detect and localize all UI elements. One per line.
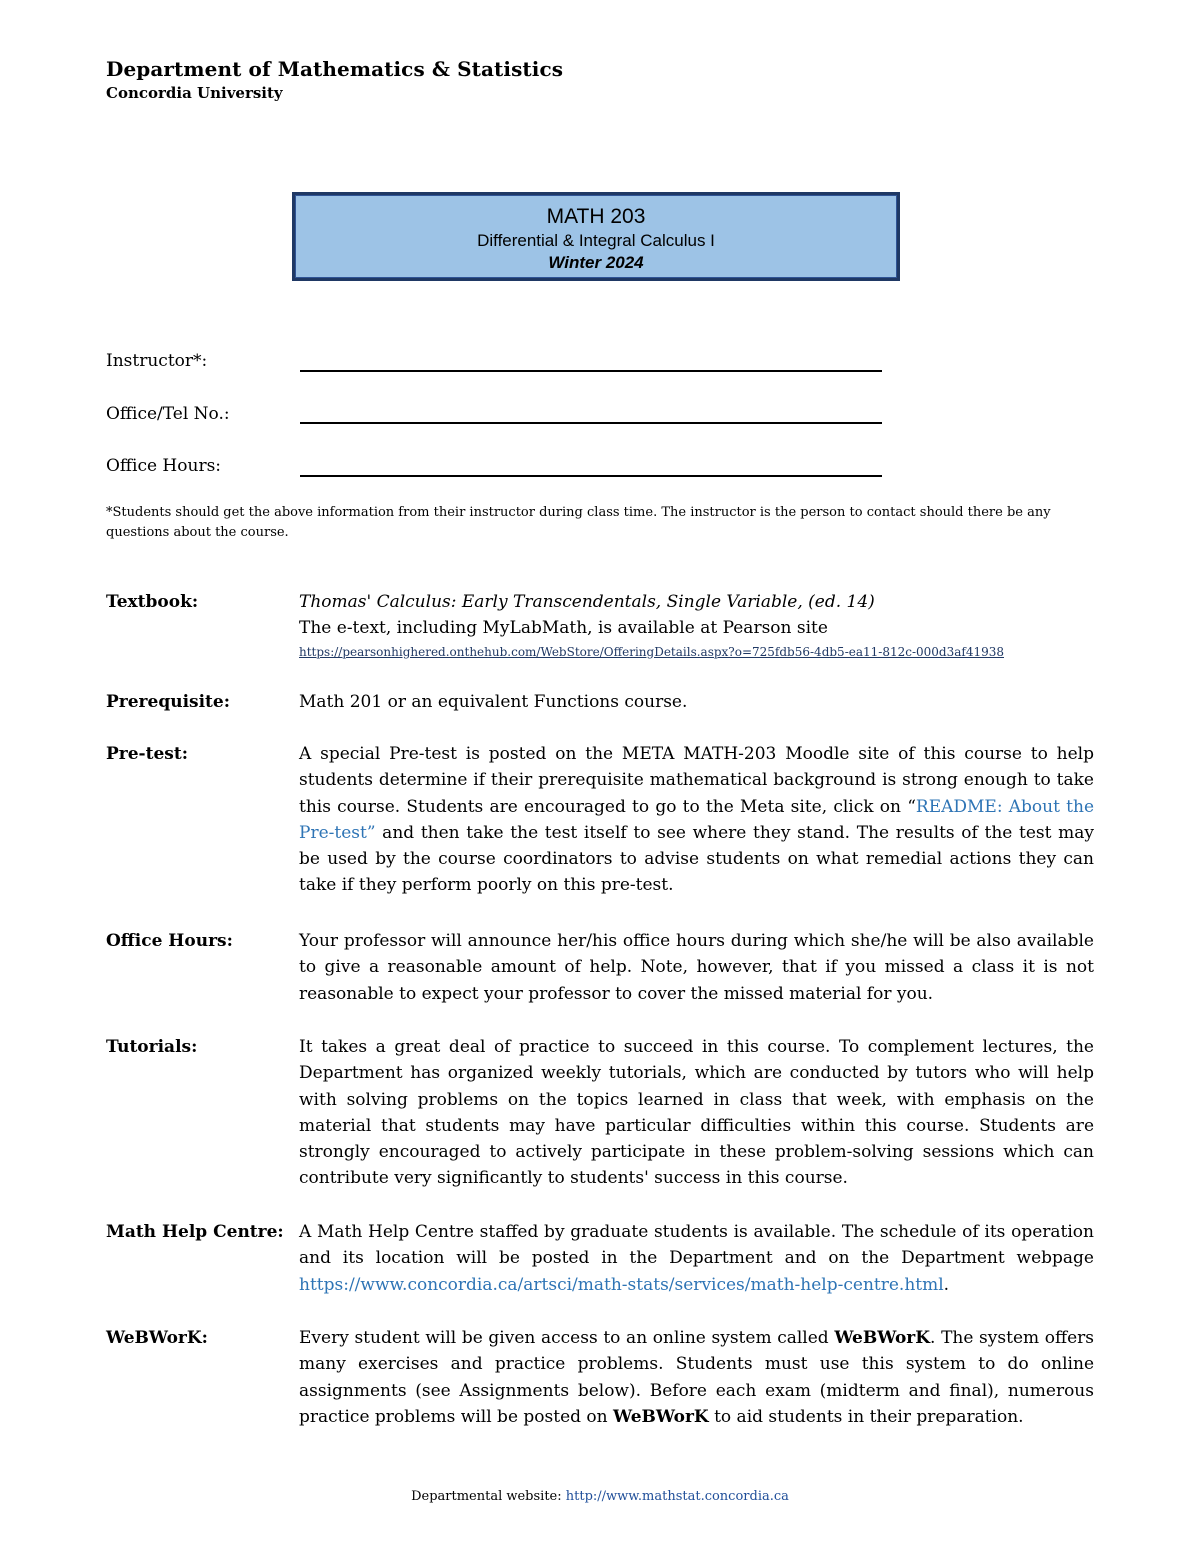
textbook-label: Textbook: — [106, 592, 199, 612]
instructor-line — [300, 370, 882, 372]
math-help-end: . — [943, 1274, 950, 1295]
department-website-link[interactable]: http://www.mathstat.concordia.ca — [565, 1489, 789, 1504]
math-help-text — [299, 1219, 1094, 1298]
office-hours-line — [300, 475, 882, 477]
webwork-label: WeBWorK: — [106, 1328, 208, 1348]
prerequisite-text: Math 201 or an equivalent Functions course. — [299, 692, 688, 712]
footer — [0, 1489, 1200, 1504]
pretest-text-after: and then take the test itself to see where they stand. The results of the test may be used by the course coordinators to advise students on what remedial actions they can take if they perform poorly on this pre-test. — [299, 822, 1094, 896]
pretest-text-before: A special Pre-test is posted on the META MATH-203 Moodle site of this course to help students determine if their prerequisite mathematical background is strong enough to take this course. Students are encouraged to go to the Meta site, click on “ — [299, 744, 1094, 817]
textbook-title: Thomas' Calculus: Early Transcendentals, Single Variable, (ed. 14) — [299, 592, 875, 612]
readme-pretest-link[interactable]: README: About the Pre-test” — [299, 796, 1095, 843]
office-hours-label: Office Hours: — [106, 456, 222, 476]
math-help-link[interactable]: https://www.concordia.ca/artsci/math-stats/services/math-help-centre.html — [299, 1274, 944, 1295]
webwork-text-3: to aid students in their preparation. — [708, 1406, 1024, 1427]
webwork-text-2: . The system offers many exercises and practice problems. Students must use this system to do online assignments (see Assignments below). Before each exam (midterm and final), numerous practice problems will be posted on — [299, 1328, 1094, 1427]
department-name: Department of Mathematics & Statistics — [106, 57, 564, 81]
math-help-text-body: A Math Help Centre staffed by graduate students is available. The schedule of its operation and its location will be posted in the Department and on the Department webpage — [299, 1222, 1094, 1269]
pretest-label: Pre-test: — [106, 744, 188, 764]
pearson-link[interactable]: https://pearsonhighered.onthehub.com/WebStore/OfferingDetails.aspx?o=725fdb56-4db5-ea11-812c-000d3af41938 — [299, 644, 1004, 659]
math-help-label: Math Help Centre: — [106, 1222, 284, 1242]
university-name: Concordia University — [106, 84, 283, 102]
textbook-availability: The e-text, including MyLabMath, is available at Pearson site — [299, 618, 828, 639]
course-term: Winter 2024 — [548, 253, 644, 272]
pretest-text — [299, 741, 1094, 899]
instructor-note: *Students should get the above information from their instructor during class time. The instructor is the person to contact should there be any questions about the course. — [106, 505, 1051, 540]
office-tel-label: Office/Tel No.: — [106, 404, 230, 424]
office-hours-section-label: Office Hours: — [106, 931, 233, 951]
office-tel-line — [300, 422, 882, 424]
webwork-text — [299, 1325, 1094, 1430]
webwork-name: WeBWorK — [834, 1328, 931, 1348]
course-code: MATH 203 — [546, 205, 646, 228]
tutorials-label: Tutorials: — [106, 1037, 198, 1057]
textbook-content — [299, 589, 1094, 662]
course-name: Differential & Integral Calculus I — [477, 231, 715, 250]
tutorials-text: It takes a great deal of practice to succeed in this course. To complement lectures, the Department has organized weekly tutorials, which are conducted by tutors who will help with solving problems on the topics learned in class that week, with emphasis on the material that students may have particular difficulties within this course. Students are strongly encouraged to actively participate in these problem-solving sessions which can contribute very significantly to students' success in this course. — [299, 1037, 1094, 1189]
webwork-text-1: Every student will be given access to an online system called — [299, 1328, 835, 1348]
webwork-name-2: WeBWorK — [613, 1406, 709, 1427]
office-hours-text: Your professor will announce her/his office hours during which she/he will be also available to give a reasonable amount of help. Note, however, that if you missed a class it is not reasonable to expect your professor to cover the missed material for you. — [299, 931, 1094, 1004]
instructor-label: Instructor*: — [106, 351, 208, 371]
prerequisite-label: Prerequisite: — [106, 692, 231, 712]
footer-label: Departmental website: — [411, 1489, 566, 1504]
course-title-box — [292, 192, 900, 281]
